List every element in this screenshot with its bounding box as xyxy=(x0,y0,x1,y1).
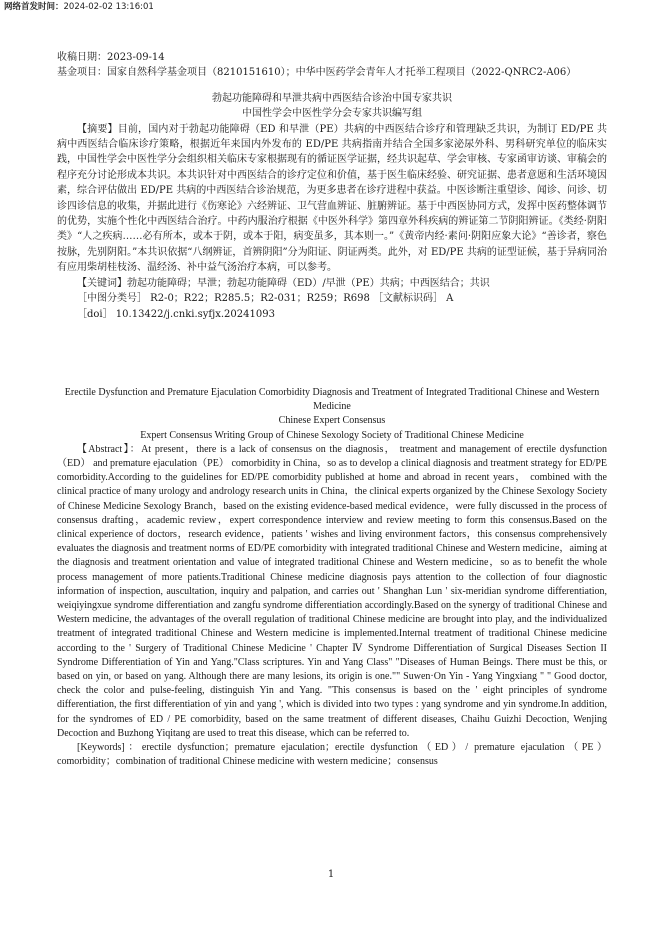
publish-time-value: 2024-02-02 13:16:01 xyxy=(63,2,154,12)
funding-info: 基金项目：国家自然科学基金项目（8210151610）；中华中医药学会青年人才托举工程项目（2022-QNRC2-A06） xyxy=(57,67,577,79)
en-title: Erectile Dysfunction and Premature Ejaculation Comorbidity Diagnosis and Treatment of Integrated Traditional Chinese and Western Medicine xyxy=(64,386,600,413)
en-abstract: 【Abstract】：At present，there is a lack of consensus on the diagnosis， treatment and management of erectile dysfunction（ED） and premature ejaculation（PE） comorbidity in China，so as to develop a clinical diagnosis and treatment strategy for ED/PE comorbidity.According to the guidelines for ED/PE comorbidity published at home and abroad in recent years， combined with the clinical practice of many urology and andrology research units in China，the clinical experts organized by the Chinese Sexology Society of Chinese Medicine Sexology Branch，based on the existing evidence-based medical evidence，were fully discussed in the process of consensus drafting，academic review，expert correspondence interview and review meeting to form this consensus.Based on the clinical experience of doctors，research evidence，patients ' wishes and living environment factors，this consensus comprehensively evaluates the diagnosis and treatment norms of ED/PE comorbidity with integrated traditional Chinese and Western medicine，aiming at the diagnosis and treatment orientation and value of integrated traditional Chinese and Western medicine，so as to benefit the whole process management of more patients.Traditional Chinese medicine diagnosis pays attention to the collection of four diagnostic information of inspection, auscultation, inquiry and palpation, and carries out ' Shanghan Lun ' six-meridian syndrome differentiation, weiqiyingxue syndrome differentiation and zangfu syndrome differentiation accordingly.Based on the synergy of traditional Chinese and Western medicine, the advantages of the overall regulation of traditional Chinese medicine are brought into play, and the individualized treatment of integrated traditional Chinese and Western medicine is implemented.Internal treatment of traditional Chinese medicine according to the ' Surgery of Traditional Chinese Medicine ' Chapter Ⅳ Syndrome Differentiation of Surgical Diseases Section II Syndrome Differentiation of Yin and Yang."Class scriptures. Yin and Yang Class" "Diseases of Human Beings. There must be this, or based on yin, or based on yang. Although there are many lesions, its origin is one."" Suwen·On Yin - Yang Yingxiang " " Good doctor, check the color and pulse-feeling, distinguish Yin and Yang. "This consensus is based on the ' eight principles of syndrome differentiation, the first differentiation of yin and yang ', which is divided into two types : yang syndrome and yin syndrome.In addition, for the syndromes of ED / PE comorbidity, based on the same treatment of different diseases, Chaihu Guizhi Decoction, Wenjing Decoction and Buzhong Yiqitang are used to treat this disease, which can be referred to. xyxy=(57,443,607,739)
en-keywords: [Keywords]：erectile dysfunction；premature ejaculation；erectile dysfunction（ED）/ premature ejaculation（PE）comorbidity；combination of traditional Chinese medicine with western medicine；consensus xyxy=(57,741,607,768)
zh-keywords: 【关键词】勃起功能障碍；早泄；勃起功能障碍（ED）/早泄（PE）共病；中西医结合；共识 xyxy=(77,277,490,289)
zh-authors: 中国性学会中医性学分会专家共识编写组 xyxy=(242,108,422,120)
zh-doi: ［doi］ 10.13422/j.cnki.syfjx.20241093 xyxy=(77,308,275,320)
online-publish-banner xyxy=(0,0,154,14)
zh-title: 勃起功能障碍和早泄共病中西医结合诊治中国专家共识 xyxy=(212,92,452,104)
english-section xyxy=(57,386,607,769)
en-authors: Expert Consensus Writing Group of Chinese Sexology Society of Traditional Chinese Medicine xyxy=(140,429,524,441)
received-date: 收稿日期：2023-09-14 xyxy=(57,52,165,63)
paper-body xyxy=(57,50,607,769)
en-subtitle: Chinese Expert Consensus xyxy=(278,415,386,427)
zh-clc: ［中图分类号］ R2-0；R22；R285.5；R2-031；R259；R698 ［文献标识码］ A xyxy=(77,293,454,305)
page-number: 1 xyxy=(327,869,335,880)
publish-time-label: 网络首发时间： xyxy=(4,2,64,12)
zh-abstract: 【摘要】目前，国内对于勃起功能障碍（ED 和早泄（PE）共病的中西医结合诊疗和管理缺乏共识，为制订 ED/PE 共病中西医结合临床诊疗策略，根据近年来国内外发布的 ED/PE 共病指南并结合全国多家泌尿外科、男科研究单位的临床实践，中国性学会中医性学分会组织相关临床专家根据现有的循证医学证据，经共识起草、学会审核、专家函审访谈、审稿会的程序充分讨论形成本共识。本共识针对中西医结合的诊疗定位和价值，基于医生临床经验、研究证据、患者意愿和生活环境因素，综合评估做出 ED/PE 共病的中西医结合诊治规范，为更多患者在诊疗进程中获益。中医诊断注重望诊、闻诊、问诊、切诊四诊信息的收集，并据此进行《伤寒论》六经辨证、卫气营血辨证、脏腑辨证。基于中西医协同方式，发挥中医药整体调节的优势，实施个性化中西医结合治疗。中药内服治疗根据《中医外科学》第四章外科疾病的辨证第二节阴阳辨证。《类经·阴阳类》“人之疾病……必有所本，或本于阴，或本于阳，病变虽多，其本则一。”《黄帝内经·素问·阴阳应象大论》“善诊者，察色按脉，先别阴阳。”本共识依据“八纲辨证，首辨阴阳”分为阳证、阴证两类。此外，对 ED/PE 共病的证型证候，基于异病同治有应用柴胡桂枝汤、温经汤、补中益气汤治疗本病，可以参考。 xyxy=(57,123,607,274)
